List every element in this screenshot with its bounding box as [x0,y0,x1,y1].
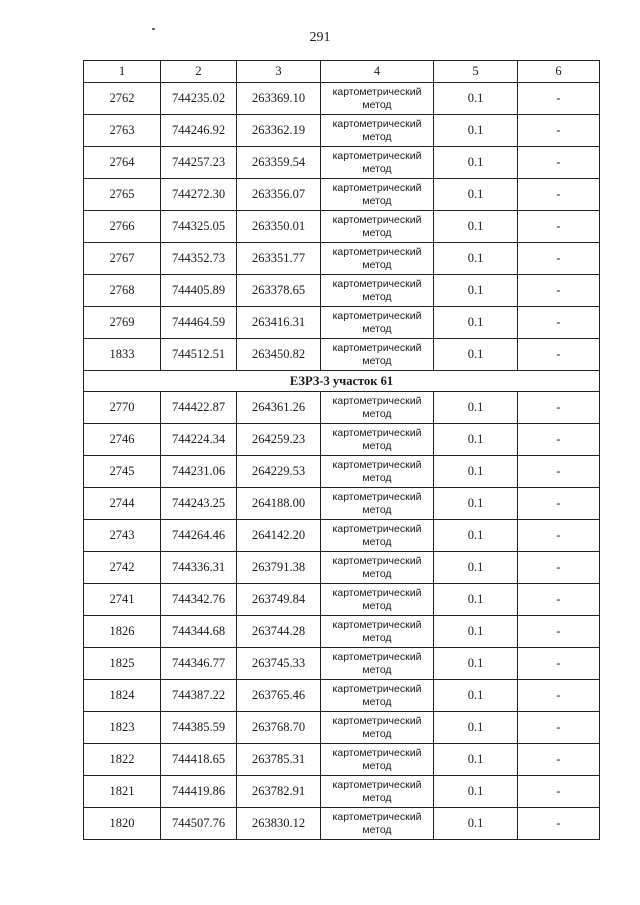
table-row [84,115,600,147]
note-cell: - [518,808,600,840]
point-number-cell: 2767 [84,243,161,275]
x-coordinate-cell: 744224.34 [161,424,237,456]
note-cell: - [518,243,600,275]
section-header-row [84,371,600,392]
header-row [84,61,600,83]
note-cell: - [518,680,600,712]
column-header: 2 [161,61,237,83]
x-coordinate-cell: 744246.92 [161,115,237,147]
point-number-cell: 2763 [84,115,161,147]
note-cell: - [518,520,600,552]
table-row [84,179,600,211]
y-coordinate-cell: 263744.28 [237,616,321,648]
y-coordinate-cell: 263369.10 [237,83,321,115]
point-number-cell: 1825 [84,648,161,680]
table-row [84,744,600,776]
point-number-cell: 2765 [84,179,161,211]
point-number-cell: 2768 [84,275,161,307]
note-cell: - [518,211,600,243]
point-number-cell: 2762 [84,83,161,115]
section-title: ЕЗРЗ-3 участок 61 [84,371,600,392]
method-cell: картометрический метод [321,424,434,456]
point-number-cell: 2741 [84,584,161,616]
method-cell: картометрический метод [321,392,434,424]
method-cell: картометрический метод [321,147,434,179]
method-cell: картометрический метод [321,211,434,243]
note-cell: - [518,115,600,147]
y-coordinate-cell: 263359.54 [237,147,321,179]
y-coordinate-cell: 264229.53 [237,456,321,488]
method-cell: картометрический метод [321,680,434,712]
point-number-cell: 2764 [84,147,161,179]
table-row [84,584,600,616]
y-coordinate-cell: 264259.23 [237,424,321,456]
method-cell: картометрический метод [321,712,434,744]
point-number-cell: 1823 [84,712,161,744]
note-cell: - [518,424,600,456]
point-number-cell: 2770 [84,392,161,424]
column-header: 4 [321,61,434,83]
y-coordinate-cell: 263350.01 [237,211,321,243]
method-cell: картометрический метод [321,744,434,776]
note-cell: - [518,147,600,179]
method-cell: картометрический метод [321,808,434,840]
table-row [84,616,600,648]
coordinates-table [83,60,600,840]
x-coordinate-cell: 744235.02 [161,83,237,115]
x-coordinate-cell: 744325.05 [161,211,237,243]
column-header: 1 [84,61,161,83]
accuracy-cell: 0.1 [434,808,518,840]
accuracy-cell: 0.1 [434,307,518,339]
y-coordinate-cell: 263749.84 [237,584,321,616]
note-cell: - [518,339,600,371]
y-coordinate-cell: 263830.12 [237,808,321,840]
accuracy-cell: 0.1 [434,648,518,680]
table-row [84,488,600,520]
table-row [84,147,600,179]
point-number-cell: 1820 [84,808,161,840]
y-coordinate-cell: 263768.70 [237,712,321,744]
method-cell: картометрический метод [321,339,434,371]
accuracy-cell: 0.1 [434,552,518,584]
column-header: 3 [237,61,321,83]
point-number-cell: 1833 [84,339,161,371]
column-header: 6 [518,61,600,83]
note-cell: - [518,552,600,584]
method-cell: картометрический метод [321,179,434,211]
table-row [84,424,600,456]
accuracy-cell: 0.1 [434,456,518,488]
accuracy-cell: 0.1 [434,616,518,648]
y-coordinate-cell: 263745.33 [237,648,321,680]
table-row [84,211,600,243]
y-coordinate-cell: 264188.00 [237,488,321,520]
x-coordinate-cell: 744264.46 [161,520,237,552]
x-coordinate-cell: 744422.87 [161,392,237,424]
method-cell: картометрический метод [321,584,434,616]
y-coordinate-cell: 263785.31 [237,744,321,776]
y-coordinate-cell: 263791.38 [237,552,321,584]
accuracy-cell: 0.1 [434,179,518,211]
point-number-cell: 2744 [84,488,161,520]
x-coordinate-cell: 744512.51 [161,339,237,371]
point-number-cell: 1822 [84,744,161,776]
column-header: 5 [434,61,518,83]
method-cell: картометрический метод [321,275,434,307]
accuracy-cell: 0.1 [434,680,518,712]
x-coordinate-cell: 744342.76 [161,584,237,616]
x-coordinate-cell: 744464.59 [161,307,237,339]
table-row [84,275,600,307]
accuracy-cell: 0.1 [434,424,518,456]
note-cell: - [518,584,600,616]
method-cell: картометрический метод [321,456,434,488]
y-coordinate-cell: 263416.31 [237,307,321,339]
y-coordinate-cell: 264142.20 [237,520,321,552]
table-row [84,243,600,275]
accuracy-cell: 0.1 [434,392,518,424]
y-coordinate-cell: 263765.46 [237,680,321,712]
accuracy-cell: 0.1 [434,744,518,776]
table-row [84,392,600,424]
y-coordinate-cell: 263450.82 [237,339,321,371]
note-cell: - [518,712,600,744]
point-number-cell: 2769 [84,307,161,339]
accuracy-cell: 0.1 [434,115,518,147]
point-number-cell: 2743 [84,520,161,552]
table-row [84,712,600,744]
note-cell: - [518,179,600,211]
y-coordinate-cell: 263378.65 [237,275,321,307]
table-row [84,776,600,808]
method-cell: картометрический метод [321,520,434,552]
accuracy-cell: 0.1 [434,488,518,520]
x-coordinate-cell: 744344.68 [161,616,237,648]
table-row [84,648,600,680]
y-coordinate-cell: 264361.26 [237,392,321,424]
note-cell: - [518,456,600,488]
method-cell: картометрический метод [321,83,434,115]
point-number-cell: 1824 [84,680,161,712]
x-coordinate-cell: 744336.31 [161,552,237,584]
point-number-cell: 2742 [84,552,161,584]
accuracy-cell: 0.1 [434,584,518,616]
x-coordinate-cell: 744419.86 [161,776,237,808]
x-coordinate-cell: 744272.30 [161,179,237,211]
note-cell: - [518,776,600,808]
x-coordinate-cell: 744507.76 [161,808,237,840]
y-coordinate-cell: 263362.19 [237,115,321,147]
page-number: 291 [309,30,331,45]
table-row [84,680,600,712]
method-cell: картометрический метод [321,552,434,584]
x-coordinate-cell: 744385.59 [161,712,237,744]
x-coordinate-cell: 744418.65 [161,744,237,776]
table-row [84,808,600,840]
point-number-cell: 1826 [84,616,161,648]
x-coordinate-cell: 744352.73 [161,243,237,275]
x-coordinate-cell: 744387.22 [161,680,237,712]
y-coordinate-cell: 263351.77 [237,243,321,275]
table-row [84,552,600,584]
table-row [84,83,600,115]
accuracy-cell: 0.1 [434,83,518,115]
x-coordinate-cell: 744346.77 [161,648,237,680]
x-coordinate-cell: 744231.06 [161,456,237,488]
accuracy-cell: 0.1 [434,147,518,179]
x-coordinate-cell: 744243.25 [161,488,237,520]
accuracy-cell: 0.1 [434,275,518,307]
note-cell: - [518,83,600,115]
note-cell: - [518,616,600,648]
point-number-cell: 2766 [84,211,161,243]
accuracy-cell: 0.1 [434,520,518,552]
y-coordinate-cell: 263356.07 [237,179,321,211]
method-cell: картометрический метод [321,648,434,680]
note-cell: - [518,488,600,520]
point-number-cell: 2746 [84,424,161,456]
point-number-cell: 1821 [84,776,161,808]
note-cell: - [518,744,600,776]
method-cell: картометрический метод [321,243,434,275]
note-cell: - [518,275,600,307]
table-row [84,456,600,488]
note-cell: - [518,648,600,680]
table-row [84,339,600,371]
note-cell: - [518,307,600,339]
x-coordinate-cell: 744257.23 [161,147,237,179]
method-cell: картометрический метод [321,307,434,339]
table-row [84,520,600,552]
table-row [84,307,600,339]
note-cell: - [518,392,600,424]
method-cell: картометрический метод [321,776,434,808]
x-coordinate-cell: 744405.89 [161,275,237,307]
method-cell: картометрический метод [321,616,434,648]
method-cell: картометрический метод [321,488,434,520]
table-body [84,83,600,840]
accuracy-cell: 0.1 [434,243,518,275]
accuracy-cell: 0.1 [434,339,518,371]
method-cell: картометрический метод [321,115,434,147]
point-number-cell: 2745 [84,456,161,488]
y-coordinate-cell: 263782.91 [237,776,321,808]
accuracy-cell: 0.1 [434,211,518,243]
accuracy-cell: 0.1 [434,712,518,744]
accuracy-cell: 0.1 [434,776,518,808]
